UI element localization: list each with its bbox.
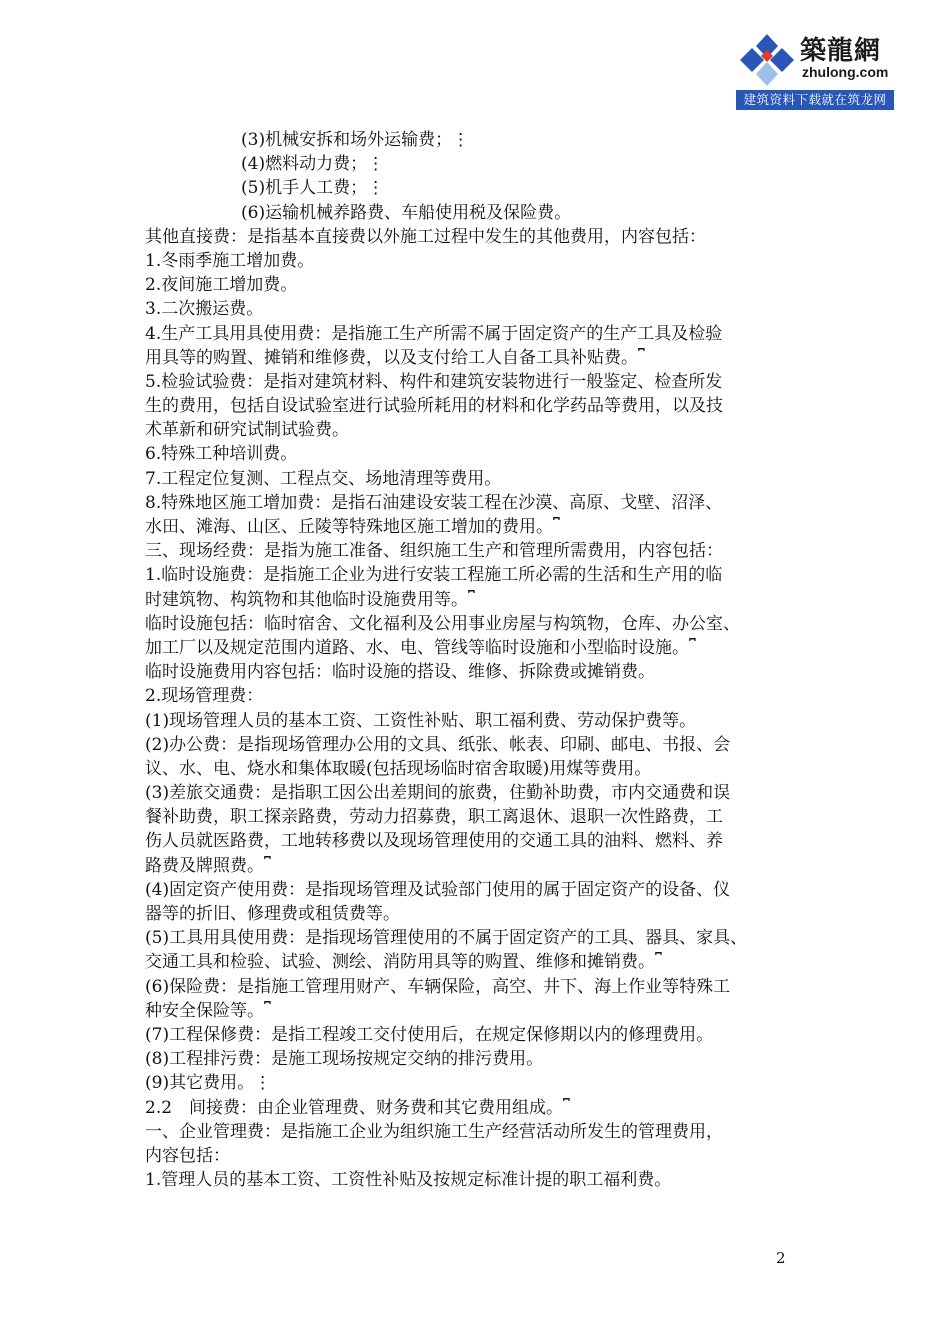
text-line: (7)工程保修费：是指工程竣工交付使用后，在规定保修期以内的修理费用。 — [145, 1024, 714, 1045]
text-line: 7.工程定位复测、工程点交、场地清理等费用。 — [145, 468, 502, 489]
logo-en-text: zhulong.com — [802, 64, 889, 80]
text-line: (5)机手人工费；⋮ — [241, 178, 385, 199]
text-line: 时建筑物、构筑物和其他临时设施费用等。⎴ — [145, 589, 475, 610]
text-line: 路费及牌照费。⎴ — [145, 855, 271, 876]
text-line: 种安全保险等。⎴ — [145, 1000, 271, 1021]
text-line: (3)机械安拆和场外运输费；⋮ — [241, 130, 470, 150]
text-line: (5)工具用具使用费：是指现场管理使用的不属于固定资产的工具、器具、家具、 — [145, 928, 748, 949]
text-line: (4)固定资产使用费：是指现场管理及试验部门使用的属于固定资产的设备、仪 — [145, 879, 731, 900]
text-line: 用具等的购置、摊销和维修费，以及支付给工人自备工具补贴费。⎴ — [145, 347, 645, 368]
text-line: 议、水、电、烧水和集体取暖(包括现场临时宿舍取暖)用煤等费用。 — [145, 758, 652, 779]
text-line: 临时设施费用内容包括：临时设施的搭设、维修、拆除费或摊销费。 — [145, 662, 655, 683]
text-line: (3)差旅交通费：是指职工因公出差期间的旅费，住勤补助费，市内交通费和误 — [145, 783, 731, 804]
text-line: 交通工具和检验、试验、测绘、消防用具等的购置、维修和摊销费。⎴ — [145, 952, 662, 973]
zhulong-mark-icon — [738, 32, 796, 88]
text-line: 内容包括： — [145, 1145, 230, 1166]
text-line: 1.管理人员的基本工资、工资性补贴及按规定标准计提的职工福利费。 — [145, 1170, 672, 1191]
page-number: 2 — [776, 1249, 786, 1267]
text-line: 1.临时设施费：是指施工企业为进行安装工程施工所必需的生活和生产用的临 — [145, 565, 723, 586]
logo-cn-text: 築龍網 — [800, 36, 882, 66]
text-line: 器等的折旧、修理费或租赁费等。 — [145, 904, 400, 924]
text-line: 5.检验试验费：是指对建筑材料、构件和建筑安装物进行一般鉴定、检查所发 — [145, 371, 723, 392]
text-line: (6)保险费：是指施工管理用财产、车辆保险，高空、井下、海上作业等特殊工 — [145, 976, 731, 997]
text-line: 1.冬雨季施工增加费。 — [145, 250, 315, 271]
text-line: 水田、滩海、山区、丘陵等特殊地区施工增加的费用。⎴ — [145, 517, 560, 537]
text-line: 2.夜间施工增加费。 — [145, 275, 298, 296]
text-line: 三、现场经费：是指为施工准备、组织施工生产和管理所需费用，内容包括： — [145, 541, 723, 562]
text-line: 6.特殊工种培训费。 — [145, 444, 298, 465]
text-line: 其他直接费：是指基本直接费以外施工过程中发生的其他费用，内容包括： — [145, 226, 706, 247]
text-line: (6)运输机械养路费、车船使用税及保险费。 — [241, 202, 572, 223]
text-line: (2)办公费：是指现场管理办公用的文具、纸张、帐表、印刷、邮电、书报、会 — [145, 734, 731, 755]
text-line: 一、企业管理费：是指施工企业为组织施工生产经营活动所发生的管理费用， — [145, 1121, 723, 1142]
text-line: (4)燃料动力费；⋮ — [241, 154, 385, 175]
text-line: (8)工程排污费：是施工现场按规定交纳的排污费用。 — [145, 1049, 544, 1070]
text-line: (9)其它费用。⋮ — [145, 1073, 272, 1094]
text-line: 3.二次搬运费。 — [145, 299, 264, 320]
text-line: 加工厂以及规定范围内道路、水、电、管线等临时设施和小型临时设施。⎴ — [145, 637, 696, 658]
text-line: 2.现场管理费： — [145, 686, 264, 707]
text-line: 2.2 间接费：由企业管理费、财务费和其它费用组成。⎴ — [145, 1097, 570, 1118]
text-line: 8.特殊地区施工增加费：是指石油建设安装工程在沙漠、高原、戈壁、沼泽、 — [145, 492, 723, 513]
text-line: 伤人员就医路费，工地转移费以及现场管理使用的交通工具的油料、燃料、养 — [145, 831, 723, 852]
text-line: 临时设施包括：临时宿舍、文化福利及公用事业房屋与构筑物，仓库、办公室、 — [145, 613, 740, 634]
text-line: 生的费用，包括自设试验室进行试验所耗用的材料和化学药品等费用，以及技 — [145, 396, 723, 417]
document-body — [145, 128, 825, 1192]
text-line: (1)现场管理人员的基本工资、工资性补贴、职工福利费、劳动保护费等。 — [145, 710, 697, 731]
text-line: 术革新和研究试制试验费。 — [145, 420, 349, 441]
logo-top — [736, 26, 894, 88]
logo-tagline: 建筑资料下载就在筑龙网 — [736, 90, 894, 110]
text-line: 4.生产工具用具使用费：是指施工生产所需不属于固定资产的生产工具及检验 — [145, 323, 723, 344]
text-line: 餐补助费，职工探亲路费，劳动力招募费，职工离退休、退职一次性路费，工 — [145, 807, 723, 828]
zhulong-logo — [736, 26, 894, 110]
